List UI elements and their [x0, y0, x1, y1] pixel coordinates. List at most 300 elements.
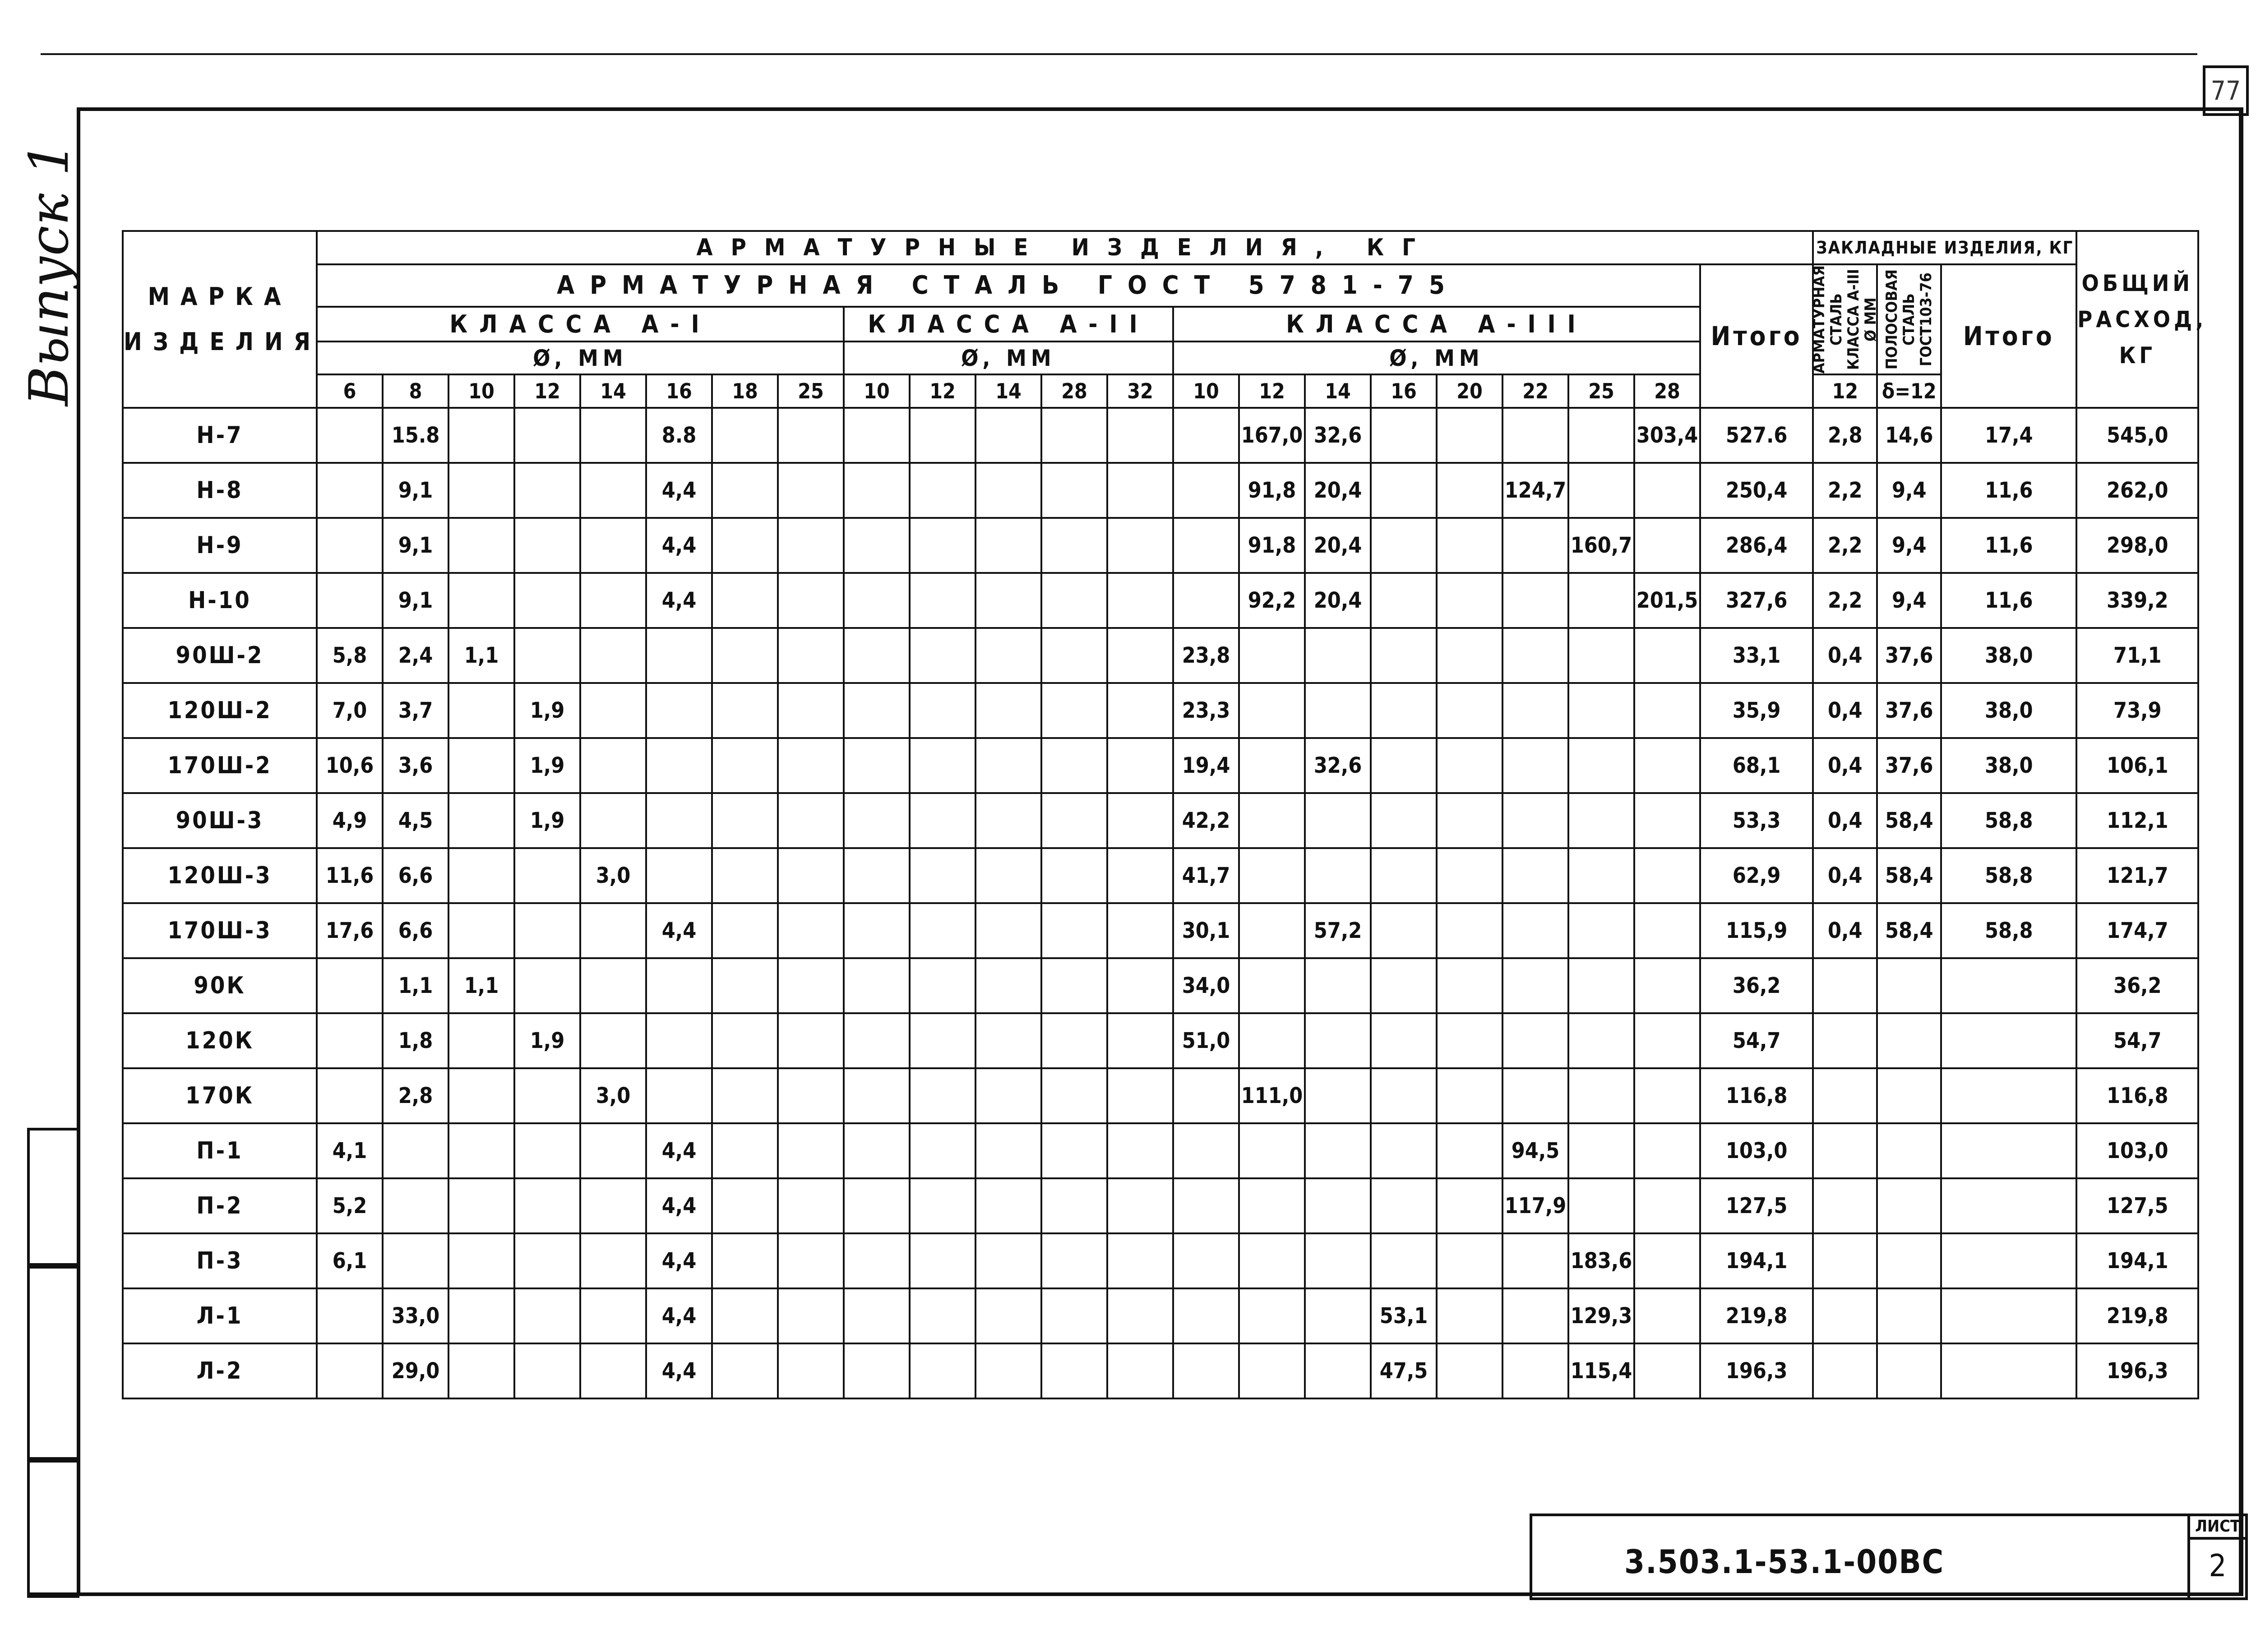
table-cell [1239, 793, 1305, 848]
table-cell [1371, 683, 1437, 738]
frame-right-border [2239, 107, 2243, 1596]
table-cell [1107, 683, 1173, 738]
table-row [123, 1343, 2198, 1398]
row-mark: 170Ш-2 [123, 738, 317, 793]
table-cell [910, 1013, 975, 1068]
table-cell: 37,6 [1877, 738, 1941, 793]
row-mark: Л-2 [123, 1343, 317, 1398]
row-mark: 120К [123, 1013, 317, 1068]
table-row [123, 1123, 2198, 1178]
table-cell: 11,6 [1941, 463, 2076, 518]
table-cell [975, 1178, 1041, 1233]
table-row [123, 1013, 2198, 1068]
class-header-a3: КЛАССА А-III [1173, 307, 1700, 341]
table-cell: 4,4 [646, 573, 712, 628]
table-cell: 41,7 [1173, 848, 1239, 903]
frame-top-border [77, 107, 2242, 111]
table-cell [1107, 903, 1173, 958]
row-mark: 90Ш-2 [123, 628, 317, 683]
table-cell [1173, 1233, 1239, 1288]
table-cell [580, 1233, 646, 1288]
table-cell: 3,0 [580, 848, 646, 903]
table-cell [844, 958, 910, 1013]
table-cell [1568, 848, 1634, 903]
table-cell [1568, 628, 1634, 683]
table-cell [1107, 1013, 1173, 1068]
table-cell [844, 1123, 910, 1178]
table-cell [844, 1343, 910, 1398]
table-cell [580, 793, 646, 848]
table-cell: 9,4 [1877, 518, 1941, 573]
table-cell [1568, 1123, 1634, 1178]
table-cell: 262,0 [2076, 463, 2198, 518]
table-cell: 35,9 [1700, 683, 1813, 738]
table-cell [1371, 518, 1437, 573]
table-cell [1041, 628, 1107, 683]
table-cell [1437, 463, 1502, 518]
table-cell [910, 463, 975, 518]
table-cell: 62,9 [1700, 848, 1813, 903]
table-cell: 6,6 [383, 903, 448, 958]
table-cell: 2,2 [1813, 518, 1877, 573]
table-cell: 111,0 [1239, 1068, 1305, 1123]
table-cell [712, 1343, 778, 1398]
diameter-header: 12 [910, 374, 975, 408]
table-cell: 4,4 [646, 1288, 712, 1343]
table-cell [1502, 573, 1568, 628]
table-cell [1437, 1233, 1502, 1288]
table-cell [712, 463, 778, 518]
table-cell: 4,1 [317, 1123, 383, 1178]
table-cell: 38,0 [1941, 683, 2076, 738]
table-cell [712, 628, 778, 683]
table-cell: 298,0 [2076, 518, 2198, 573]
table-cell [448, 1343, 514, 1398]
table-cell [1437, 518, 1502, 573]
table-cell [1371, 628, 1437, 683]
table-cell: 4,4 [646, 1178, 712, 1233]
table-cell: 103,0 [2076, 1123, 2198, 1178]
table-cell: 10,6 [317, 738, 383, 793]
table-cell [1305, 683, 1371, 738]
table-cell [1941, 958, 2076, 1013]
table-cell: 0,4 [1813, 848, 1877, 903]
table-cell [1107, 738, 1173, 793]
table-cell: 1,9 [514, 793, 580, 848]
table-cell: 106,1 [2076, 738, 2198, 793]
table-cell: 58,8 [1941, 903, 2076, 958]
table-cell [1041, 1178, 1107, 1233]
table-cell [1239, 1123, 1305, 1178]
table-cell: 250,4 [1700, 463, 1813, 518]
table-cell [317, 518, 383, 573]
table-cell [975, 793, 1041, 848]
table-cell [1239, 903, 1305, 958]
table-cell [975, 463, 1041, 518]
table-cell [1877, 1343, 1941, 1398]
table-cell [1107, 463, 1173, 518]
table-cell: 3,0 [580, 1068, 646, 1123]
table-cell: 68,1 [1700, 738, 1813, 793]
table-cell [910, 958, 975, 1013]
row-mark: 120Ш-3 [123, 848, 317, 903]
zakl-sub-header-thickness: δ=12 [1877, 374, 1941, 408]
table-row [123, 463, 2198, 518]
table-cell [1305, 958, 1371, 1013]
table-cell [975, 1123, 1041, 1178]
table-cell [910, 793, 975, 848]
table-cell [910, 1343, 975, 1398]
table-cell [1634, 1123, 1700, 1178]
table-cell: 2,2 [1813, 573, 1877, 628]
table-cell [1041, 903, 1107, 958]
table-cell: 1,1 [448, 628, 514, 683]
table-cell: 3,6 [383, 738, 448, 793]
table-cell: 1,8 [383, 1013, 448, 1068]
table-cell [910, 628, 975, 683]
table-cell: 47,5 [1371, 1343, 1437, 1398]
binding-stub-middle [27, 1263, 79, 1463]
table-cell [778, 573, 844, 628]
column-header-itogo-armatura: Итого [1700, 264, 1813, 408]
table-cell [580, 1178, 646, 1233]
table-cell [448, 463, 514, 518]
diameter-header: 20 [1437, 374, 1502, 408]
table-cell: 219,8 [2076, 1288, 2198, 1343]
table-cell: 4,4 [646, 518, 712, 573]
table-cell: 2,2 [1813, 463, 1877, 518]
table-cell: 37,6 [1877, 683, 1941, 738]
table-cell [712, 1068, 778, 1123]
table-cell [1634, 1068, 1700, 1123]
table-cell [778, 903, 844, 958]
table-cell [514, 1068, 580, 1123]
table-cell [910, 848, 975, 903]
table-cell [448, 408, 514, 463]
table-row [123, 1288, 2198, 1343]
table-cell [1813, 1123, 1877, 1178]
table-cell: 196,3 [2076, 1343, 2198, 1398]
table-cell [1813, 1233, 1877, 1288]
diameter-header: 12 [1239, 374, 1305, 408]
table-cell [1371, 1178, 1437, 1233]
table-cell: 167,0 [1239, 408, 1305, 463]
table-cell [1941, 1288, 2076, 1343]
table-cell [646, 1013, 712, 1068]
table-cell [844, 573, 910, 628]
class-header-a1: КЛАССА А-I [317, 307, 844, 341]
table-cell [1107, 628, 1173, 683]
table-cell [514, 848, 580, 903]
table-cell: 17,6 [317, 903, 383, 958]
table-cell [1437, 628, 1502, 683]
table-cell [646, 628, 712, 683]
row-mark: 120Ш-2 [123, 683, 317, 738]
table-cell: 115,9 [1700, 903, 1813, 958]
diameter-header: 10 [448, 374, 514, 408]
table-cell [1941, 1068, 2076, 1123]
table-cell [1437, 1068, 1502, 1123]
table-cell: 9,1 [383, 463, 448, 518]
table-cell: 4,4 [646, 1123, 712, 1178]
table-cell [1813, 1178, 1877, 1233]
table-cell [778, 1013, 844, 1068]
column-header-zakl-strip: ПОЛОСОВАЯ СТАЛЬ ГОСТ103-76 [1877, 264, 1941, 374]
table-cell [975, 408, 1041, 463]
diameter-header: 8 [383, 374, 448, 408]
table-cell: 1,1 [448, 958, 514, 1013]
table-cell [712, 903, 778, 958]
table-cell [1107, 848, 1173, 903]
table-cell: 94,5 [1502, 1123, 1568, 1178]
row-mark: Н-9 [123, 518, 317, 573]
row-mark: 90Ш-3 [123, 793, 317, 848]
table-cell [1941, 1233, 2076, 1288]
table-cell: 58,4 [1877, 903, 1941, 958]
table-cell [844, 903, 910, 958]
table-cell [646, 848, 712, 903]
table-cell: 117,9 [1502, 1178, 1568, 1233]
table-cell [448, 1068, 514, 1123]
table-cell: 160,7 [1568, 518, 1634, 573]
table-cell [514, 628, 580, 683]
table-cell [1502, 1013, 1568, 1068]
table-cell [778, 848, 844, 903]
table-cell [1371, 408, 1437, 463]
table-cell [448, 793, 514, 848]
table-cell: 92,2 [1239, 573, 1305, 628]
table-cell: 1,1 [383, 958, 448, 1013]
sheet-label: ЛИСТ [2190, 1516, 2245, 1540]
table-cell: 8.8 [646, 408, 712, 463]
table-cell [1877, 1233, 1941, 1288]
table-cell [1239, 1013, 1305, 1068]
table-cell [1502, 628, 1568, 683]
diameter-header: 16 [646, 374, 712, 408]
table-cell [1568, 738, 1634, 793]
table-cell [1941, 1178, 2076, 1233]
table-cell: 20,4 [1305, 463, 1371, 518]
row-mark: Н-10 [123, 573, 317, 628]
table-cell [1107, 1068, 1173, 1123]
table-cell [1568, 1178, 1634, 1233]
table-cell [448, 518, 514, 573]
table-cell [1813, 1288, 1877, 1343]
table-cell [1568, 903, 1634, 958]
table-cell: 36,2 [2076, 958, 2198, 1013]
table-cell [778, 1233, 844, 1288]
sheet-box [2187, 1514, 2248, 1600]
row-mark: Н-7 [123, 408, 317, 463]
table-cell: 121,7 [2076, 848, 2198, 903]
table-cell [514, 1288, 580, 1343]
table-cell [580, 903, 646, 958]
table-cell [910, 683, 975, 738]
table-cell [1239, 1288, 1305, 1343]
table-cell [1634, 738, 1700, 793]
table-cell: 32,6 [1305, 738, 1371, 793]
table-cell [778, 1068, 844, 1123]
table-cell: 54,7 [2076, 1013, 2198, 1068]
table-cell [1371, 573, 1437, 628]
table-cell: 51,0 [1173, 1013, 1239, 1068]
table-cell [1041, 463, 1107, 518]
table-cell [317, 573, 383, 628]
table-cell [1813, 1068, 1877, 1123]
table-cell [580, 958, 646, 1013]
table-cell: 2,4 [383, 628, 448, 683]
table-cell [1634, 463, 1700, 518]
table-cell: 53,3 [1700, 793, 1813, 848]
table-row [123, 683, 2198, 738]
column-header-itogo-zakl: Итого [1941, 264, 2076, 408]
table-cell [778, 628, 844, 683]
table-cell [1041, 518, 1107, 573]
table-cell: 5,2 [317, 1178, 383, 1233]
table-cell [1502, 1343, 1568, 1398]
table-cell [778, 463, 844, 518]
row-mark: Н-8 [123, 463, 317, 518]
table-cell [1371, 793, 1437, 848]
table-cell [580, 738, 646, 793]
page-number: 77 [2203, 65, 2249, 116]
table-cell [1568, 793, 1634, 848]
table-cell: 0,4 [1813, 683, 1877, 738]
table-cell [1239, 1343, 1305, 1398]
table-cell [1041, 1013, 1107, 1068]
table-row [123, 628, 2198, 683]
table-cell [580, 1013, 646, 1068]
table-cell: 112,1 [2076, 793, 2198, 848]
table-cell: 14,6 [1877, 408, 1941, 463]
table-cell: 38,0 [1941, 628, 2076, 683]
table-cell: 29,0 [383, 1343, 448, 1398]
class-header-a2: КЛАССА А-II [844, 307, 1173, 341]
column-header-mark: МАРКА ИЗДЕЛИЯ [123, 231, 317, 408]
table-cell [448, 1013, 514, 1068]
table-row [123, 573, 2198, 628]
table-cell [1041, 1288, 1107, 1343]
table-cell: 23,3 [1173, 683, 1239, 738]
table-cell [1371, 1013, 1437, 1068]
table-cell [1941, 1013, 2076, 1068]
table-cell [844, 1068, 910, 1123]
table-cell [1568, 1013, 1634, 1068]
table-cell [1305, 1343, 1371, 1398]
table-cell [383, 1233, 448, 1288]
table-row [123, 408, 2198, 463]
table-cell [1107, 1233, 1173, 1288]
table-cell: 6,1 [317, 1233, 383, 1288]
diameter-header: 16 [1371, 374, 1437, 408]
table-cell: 219,8 [1700, 1288, 1813, 1343]
table-cell [1173, 463, 1239, 518]
table-cell [1502, 903, 1568, 958]
table-cell [975, 518, 1041, 573]
table-cell: 6,6 [383, 848, 448, 903]
table-row [123, 903, 2198, 958]
table-cell [712, 1288, 778, 1343]
table-cell [580, 1123, 646, 1178]
table-row [123, 1068, 2198, 1123]
column-header-zakl-rebar: АРМАТУРНАЯ СТАЛЬ КЛАССА А-III Ø ММ [1813, 264, 1877, 374]
table-cell [1107, 793, 1173, 848]
table-cell: 0,4 [1813, 738, 1877, 793]
table-cell [1502, 683, 1568, 738]
table-cell [1502, 518, 1568, 573]
table-cell [1437, 848, 1502, 903]
table-cell [1107, 1343, 1173, 1398]
table-cell [778, 408, 844, 463]
table-cell [1107, 518, 1173, 573]
table-cell [448, 1288, 514, 1343]
table-cell [1813, 958, 1877, 1013]
table-cell: 3,7 [383, 683, 448, 738]
table-cell: 9,4 [1877, 463, 1941, 518]
row-mark: 170К [123, 1068, 317, 1123]
table-cell [910, 1233, 975, 1288]
table-cell: 32,6 [1305, 408, 1371, 463]
table-cell [1877, 1068, 1941, 1123]
table-cell: 127,5 [2076, 1178, 2198, 1233]
table-cell [1239, 738, 1305, 793]
table-cell: 0,4 [1813, 793, 1877, 848]
table-cell: 37,6 [1877, 628, 1941, 683]
top-trim-line [41, 53, 2197, 55]
table-cell: 183,6 [1568, 1233, 1634, 1288]
table-cell [1239, 683, 1305, 738]
table-cell [975, 1068, 1041, 1123]
row-mark: П-1 [123, 1123, 317, 1178]
table-cell: 5,8 [317, 628, 383, 683]
table-cell [1371, 848, 1437, 903]
table-cell [317, 463, 383, 518]
table-cell: 9,1 [383, 573, 448, 628]
table-cell: 9,4 [1877, 573, 1941, 628]
table-cell [1877, 1013, 1941, 1068]
row-mark: 170Ш-3 [123, 903, 317, 958]
table-cell [1877, 1288, 1941, 1343]
table-cell [317, 408, 383, 463]
table-cell [1634, 1343, 1700, 1398]
table-cell [383, 1123, 448, 1178]
table-cell: 303,4 [1634, 408, 1700, 463]
table-cell [1173, 518, 1239, 573]
row-mark: 90К [123, 958, 317, 1013]
table-cell [1173, 573, 1239, 628]
table-cell: 38,0 [1941, 738, 2076, 793]
table-cell [1305, 793, 1371, 848]
table-cell [975, 628, 1041, 683]
table-cell [1877, 1123, 1941, 1178]
binding-stub-upper [27, 1128, 79, 1269]
table-cell [910, 573, 975, 628]
table-cell: 2,8 [383, 1068, 448, 1123]
table-cell [448, 1178, 514, 1233]
table-cell [514, 573, 580, 628]
table-cell [1568, 958, 1634, 1013]
table-cell: 58,8 [1941, 793, 2076, 848]
table-cell: 4,4 [646, 1233, 712, 1288]
table-cell [844, 1288, 910, 1343]
table-cell [1107, 958, 1173, 1013]
table-cell [1502, 958, 1568, 1013]
table-cell: 42,2 [1173, 793, 1239, 848]
row-mark: Л-1 [123, 1288, 317, 1343]
table-cell: 115,4 [1568, 1343, 1634, 1398]
table-cell [317, 1013, 383, 1068]
table-cell [1437, 903, 1502, 958]
